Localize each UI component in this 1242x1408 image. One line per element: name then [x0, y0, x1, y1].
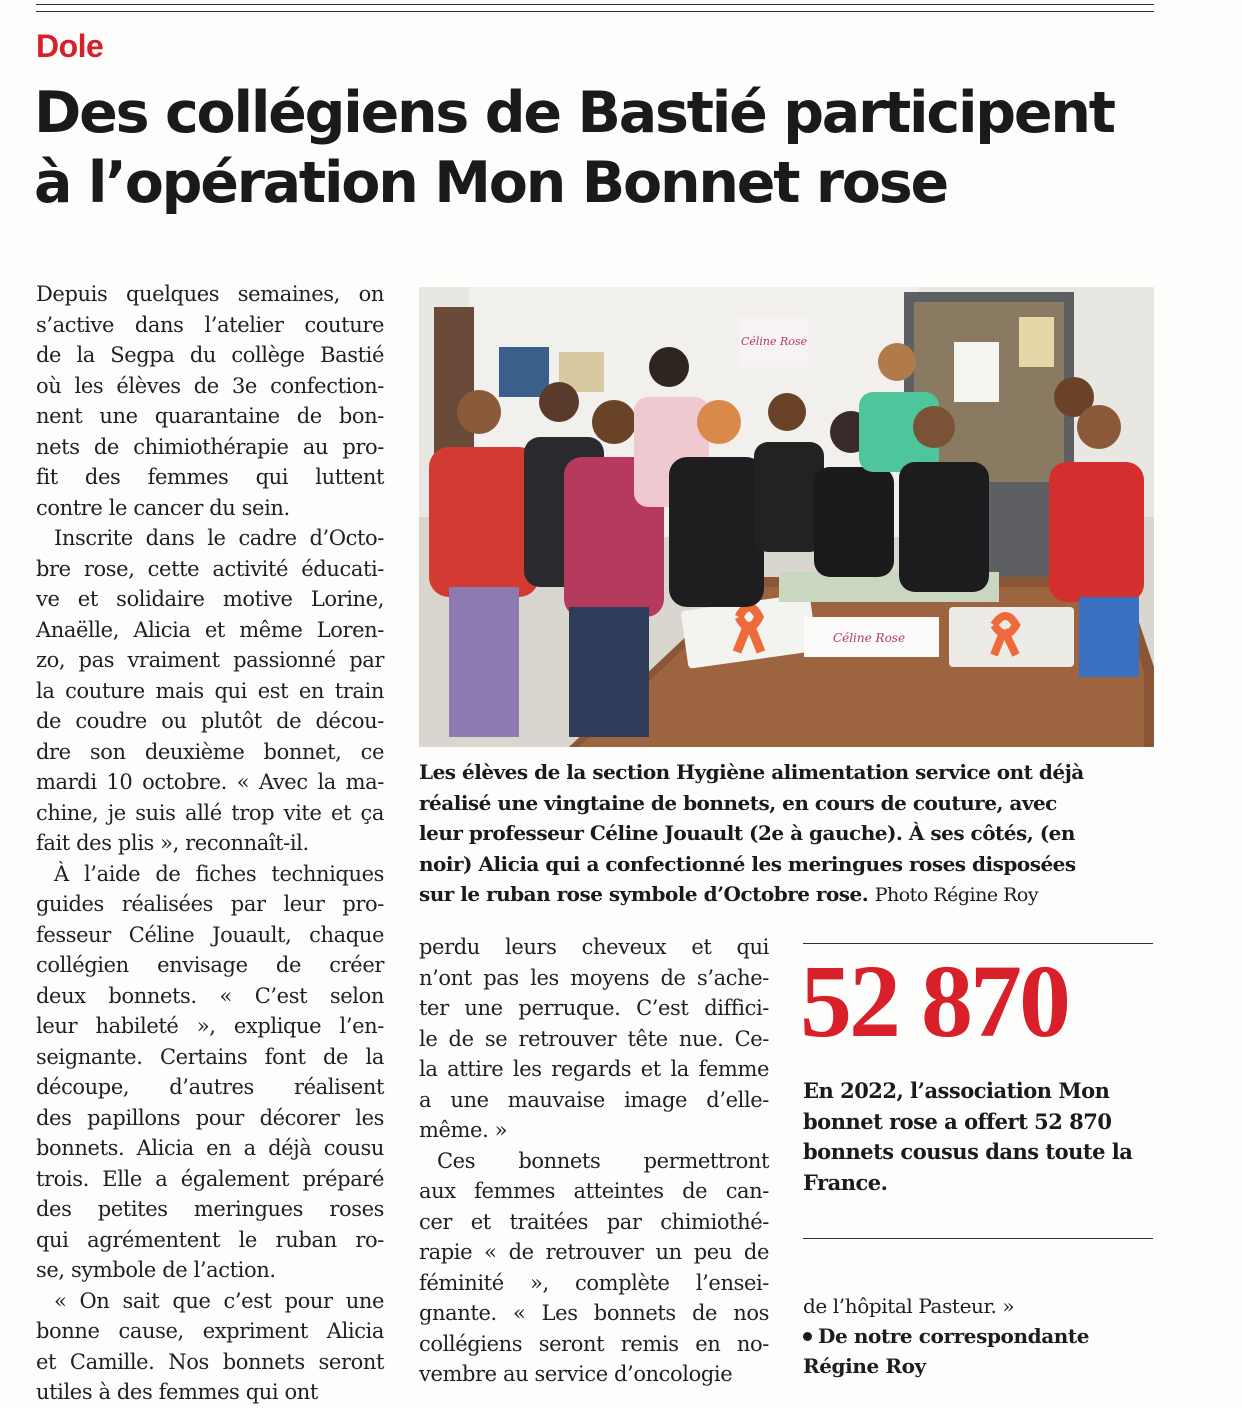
article-column-2 — [419, 932, 769, 1390]
text-line: seignante. Certains font de la — [36, 1044, 384, 1069]
text-line: zo, pas vraiment passionné par — [36, 648, 384, 672]
article-paragraph — [36, 1286, 384, 1408]
tray-text: Céline Rose — [832, 631, 906, 645]
text-line: vembre au service d’oncologie — [419, 1362, 733, 1386]
text-line: « On sait que c’est pour une — [54, 1288, 384, 1313]
text-line: bonnets. Alicia en a déjà cousu — [36, 1136, 384, 1160]
ending-text: de l’hôpital Pasteur. » — [803, 1294, 1015, 1318]
caption-line: Les élèves de la section Hygiène alimentation service ont déjà — [419, 760, 1084, 784]
text-line: perdu leurs cheveux et qui — [419, 935, 769, 959]
stat-text: En 2022, l’association Mon bonnet rose a offert 52 870 bonnets cousus dans toute la France. — [803, 1078, 1133, 1195]
text-line: fait des plis », reconnaît-il. — [36, 831, 309, 855]
stat-number: 52 870 — [800, 944, 1068, 1059]
headline-line: Des collégiens de Bastié participent — [34, 80, 1114, 146]
text-line: contre le cancer du sein. — [36, 495, 290, 520]
text-line: nets de chimiothérapie au pro- — [36, 434, 384, 459]
headline — [34, 78, 1164, 218]
text-line: féminité », complète l’ensei- — [419, 1270, 769, 1295]
stat-rule-bottom — [803, 1238, 1153, 1239]
text-line: deux bonnets. « C’est selon — [36, 983, 384, 1008]
article-paragraph — [419, 1146, 769, 1390]
text-line: le de se retrouver tête nue. Ce- — [419, 1026, 769, 1051]
text-line: rapie « de retrouver un peu de — [419, 1240, 769, 1264]
text-line: même. » — [419, 1118, 508, 1142]
text-line: fesseur Céline Jouault, chaque — [36, 922, 384, 947]
article-ending — [803, 1291, 1153, 1381]
text-line: où les élèves de 3e confection- — [36, 373, 384, 398]
text-line: Inscrite dans le cadre d’Octo- — [54, 526, 384, 550]
text-line: de la Segpa du collège Bastié — [36, 343, 384, 367]
article-paragraph — [419, 932, 769, 1146]
text-line: de coudre ou plutôt de décou- — [36, 709, 384, 733]
photo-illustration — [419, 287, 1154, 747]
text-line: Ces bonnets permettront — [437, 1148, 769, 1173]
text-line: collégiens seront remis en no- — [419, 1331, 769, 1356]
article-photo — [419, 287, 1154, 747]
text-line: la couture mais qui est en train — [36, 678, 384, 703]
text-line: des petites meringues roses — [36, 1197, 384, 1221]
text-line: aux femmes atteintes de can- — [419, 1179, 769, 1203]
text-line: a une mauvaise image d’elle- — [419, 1087, 769, 1112]
top-rule-2 — [36, 11, 1154, 12]
text-line: ter une perruque. C’est diffici- — [419, 996, 769, 1020]
text-line: À l’aide de fiches techniques — [54, 861, 384, 886]
text-line: et Camille. Nos bonnets seront — [36, 1349, 384, 1374]
text-line: se, symbole de l’action. — [36, 1258, 276, 1282]
top-rule — [36, 4, 1154, 5]
caption-line: réalisé une vingtaine de bonnets, en cours de couture, avec — [419, 790, 1057, 815]
section-label: Dole — [36, 28, 104, 64]
text-line: s’active dans l’atelier couture — [36, 312, 384, 337]
text-line: cer et traitées par chimiothé- — [419, 1209, 769, 1234]
headline-line: à l’opération Mon Bonnet rose — [34, 150, 947, 216]
text-line: nent une quarantaine de bon- — [36, 404, 384, 428]
photo-caption — [419, 757, 1154, 911]
text-line: chine, je suis allé trop vite et ça — [36, 800, 384, 825]
photo-sign-text: Céline Rose — [740, 335, 808, 348]
photo-credit: Photo Régine Roy — [874, 884, 1039, 906]
text-line: qui agrémentent le ruban ro- — [36, 1227, 384, 1252]
text-line: collégien envisage de créer — [36, 953, 384, 977]
text-line: n’ont pas les moyens de s’ache- — [419, 965, 769, 990]
text-line: trois. Elle a également préparé — [36, 1166, 384, 1191]
article-paragraph — [36, 523, 384, 859]
article-column-1 — [36, 279, 384, 1408]
text-line: mardi 10 octobre. « Avec la ma- — [36, 770, 384, 794]
text-line: bonne cause, expriment Alicia — [36, 1319, 384, 1343]
text-line: gnante. « Les bonnets de nos — [419, 1301, 769, 1325]
text-line: fit des femmes qui luttent — [36, 465, 384, 489]
text-line: utiles à des femmes qui ont — [36, 1380, 318, 1404]
caption-line: sur le ruban rose symbole d’Octobre rose. — [419, 882, 869, 906]
caption-line: noir) Alicia qui a confectionné les meringues roses disposées — [419, 851, 1076, 876]
byline-name: Régine Roy — [803, 1354, 926, 1378]
article-paragraph — [36, 859, 384, 1286]
text-line: des papillons pour décorer les — [36, 1105, 384, 1130]
text-line: ve et solidaire motive Lorine, — [36, 587, 384, 611]
text-line: Anaëlle, Alicia et même Loren- — [36, 617, 384, 642]
text-line: dre son deuxième bonnet, ce — [36, 739, 384, 764]
bullet-icon — [803, 1332, 812, 1341]
text-line: leur habileté », explique l’en- — [36, 1014, 384, 1038]
byline-label: De notre correspondante — [818, 1324, 1090, 1348]
text-line: bre rose, cette activité éducati- — [36, 556, 384, 581]
text-line: la attire les regards et la femme — [419, 1057, 769, 1081]
text-line: Depuis quelques semaines, on — [36, 282, 384, 306]
caption-line: leur professeur Céline Jouault (2e à gauche). À ses côtés, (en — [419, 821, 1075, 845]
text-line: guides réalisées par leur pro- — [36, 892, 384, 916]
text-line: découpe, d’autres réalisent — [36, 1075, 384, 1099]
article-paragraph — [36, 279, 384, 523]
